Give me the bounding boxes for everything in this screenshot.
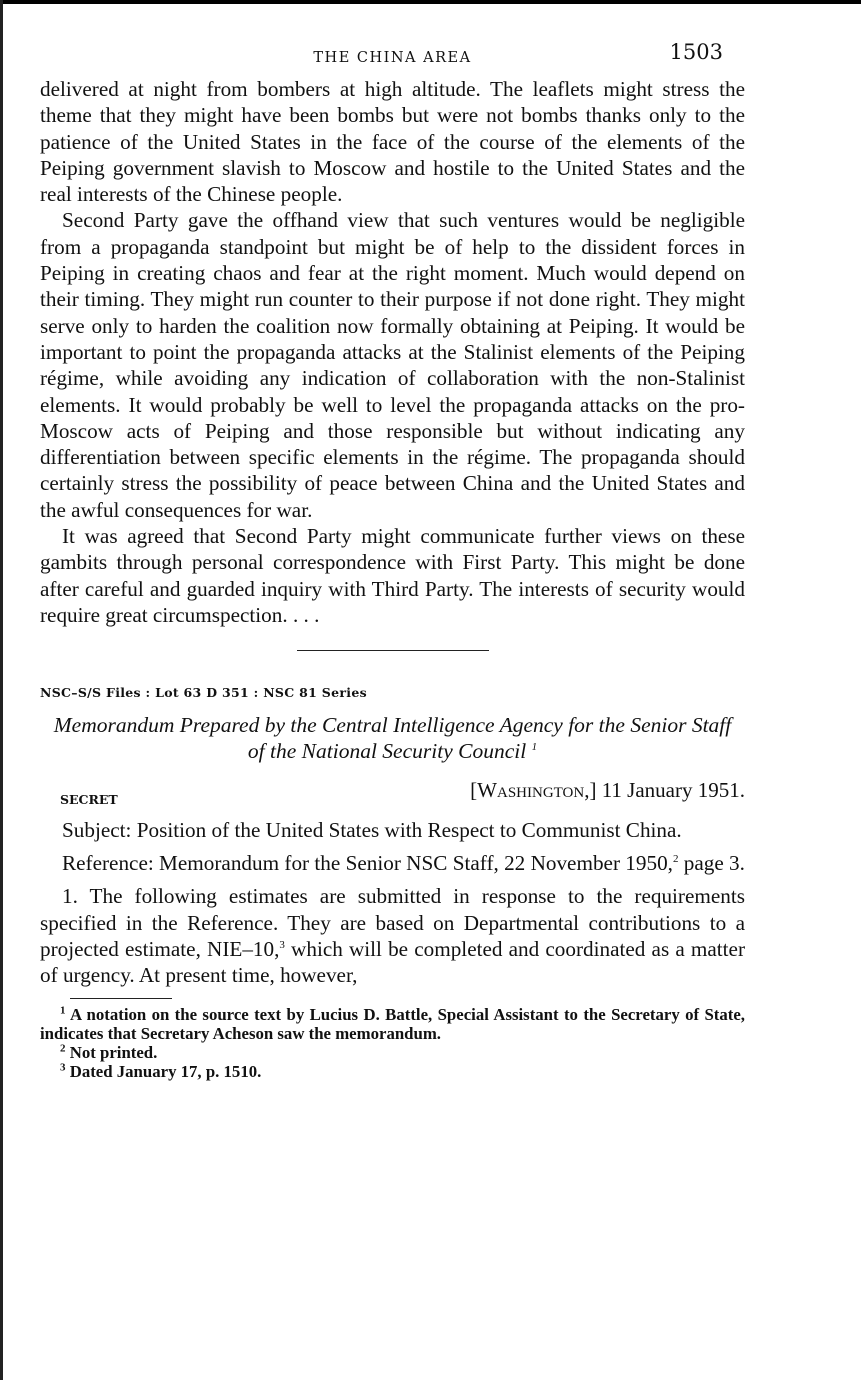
document-title (40, 712, 745, 764)
footnote-1-text: A notation on the source text by Lucius D. Battle, Special Assistant to the Secretary of State, indicates that Secretary Acheson saw the memorandum. (40, 1005, 745, 1044)
footnote-2 (40, 1043, 745, 1062)
paragraph-1-text-end: which will be completed and coordinated as a matter of urgency. At present time, however, (40, 936, 746, 988)
numbered-paragraph-1 (40, 883, 745, 988)
footnote-3-mark: 3 (60, 1061, 66, 1074)
page-number: 1503 (669, 40, 723, 64)
running-header (40, 36, 745, 76)
subject-label: Subject: (62, 818, 132, 843)
footnote-2-mark: 2 (60, 1042, 66, 1055)
footnote-1-mark: 1 (60, 1004, 66, 1017)
classification-dateline-row (40, 778, 745, 810)
title-footnote-mark: 1 (531, 741, 538, 754)
footnote-3-text: Dated January 17, p. 1510. (69, 1062, 262, 1082)
footnotes (40, 1005, 745, 1081)
document-page (40, 36, 745, 1081)
footnote-2-text: Not printed. (69, 1043, 158, 1063)
reference-line (40, 851, 745, 876)
reference-text: Memorandum for the Senior NSC Staff, 22 November 1950, (159, 850, 673, 875)
dateline-place: Washington (477, 778, 585, 803)
subject-text: Position of the United States with Respect to Communist China. (136, 818, 682, 843)
dateline-open: [ (470, 778, 478, 803)
reference-text-end: page 3. (678, 850, 745, 875)
nie-footnote-mark: 3 (279, 938, 285, 951)
file-reference: NSC–S/S Files : Lot 63 D 351 : NSC 81 Series (40, 685, 367, 701)
paragraph-continued: delivered at night from bombers at high altitude. The leaflets might stress the theme that they might have been bombs but were not bombs thanks only to the patience of the United States in the face of the course of the elements of the Peiping government slavish to Moscow and hostile to the United States and the real interests of the Chinese people. (40, 77, 745, 207)
dateline-date: ,] 11 January 1951. (584, 778, 745, 803)
subject-line (40, 818, 745, 843)
continued-text (40, 76, 745, 628)
paragraph-second-party: Second Party gave the offhand view that such ventures would be negligible from a propaganda standpoint but might be of help to the dissident forces in Peiping in creating chaos and fear at the right moment. Much would depend on their timing. They might run counter to their purpose if not done right. They might serve only to harden the coalition now formally obtaining at Peiping. It would be important to point the propaganda attacks at the Stalinist elements of the Peiping régime, while avoiding any indication of collaboration with the non-Stalinist elements. It would probably be well to level the propaganda attacks on the pro-Moscow acts of Peiping and those responsible but without indicating any differentiation between specific elements in the régime. The propaganda should certainly stress the possibility of peace between China and the United States and the awful consequences for war. (40, 208, 745, 522)
paragraph-1-text: 1. The following estimates are submitted in response to the requirements specified in the Reference. They are based on Departmental contributions to a projected estimate, NIE–10, (40, 884, 745, 961)
paragraph-1 (40, 883, 745, 988)
document-title-text: Memorandum Prepared by the Central Intelligence Agency for the Senior Staff of the National Security Council (53, 713, 732, 764)
section-divider (297, 650, 489, 651)
reference-label: Reference: (62, 850, 154, 875)
footnote-rule (70, 998, 172, 999)
dateline (470, 778, 745, 803)
footnote-1 (40, 1005, 745, 1043)
paragraph-agreement: It was agreed that Second Party might communicate further views on these gambits through personal correspondence with First Party. This might be done after careful and guarded inquiry with Third Party. The interests of security would require great circumspection. . . . (40, 524, 745, 627)
running-title: THE CHINA AREA (313, 50, 472, 66)
footnote-3 (40, 1062, 745, 1081)
page-top-edge (0, 0, 861, 4)
classification-label: SECRET (60, 792, 118, 808)
page-left-edge (0, 0, 3, 1380)
reference-footnote-mark: 2 (672, 852, 679, 865)
